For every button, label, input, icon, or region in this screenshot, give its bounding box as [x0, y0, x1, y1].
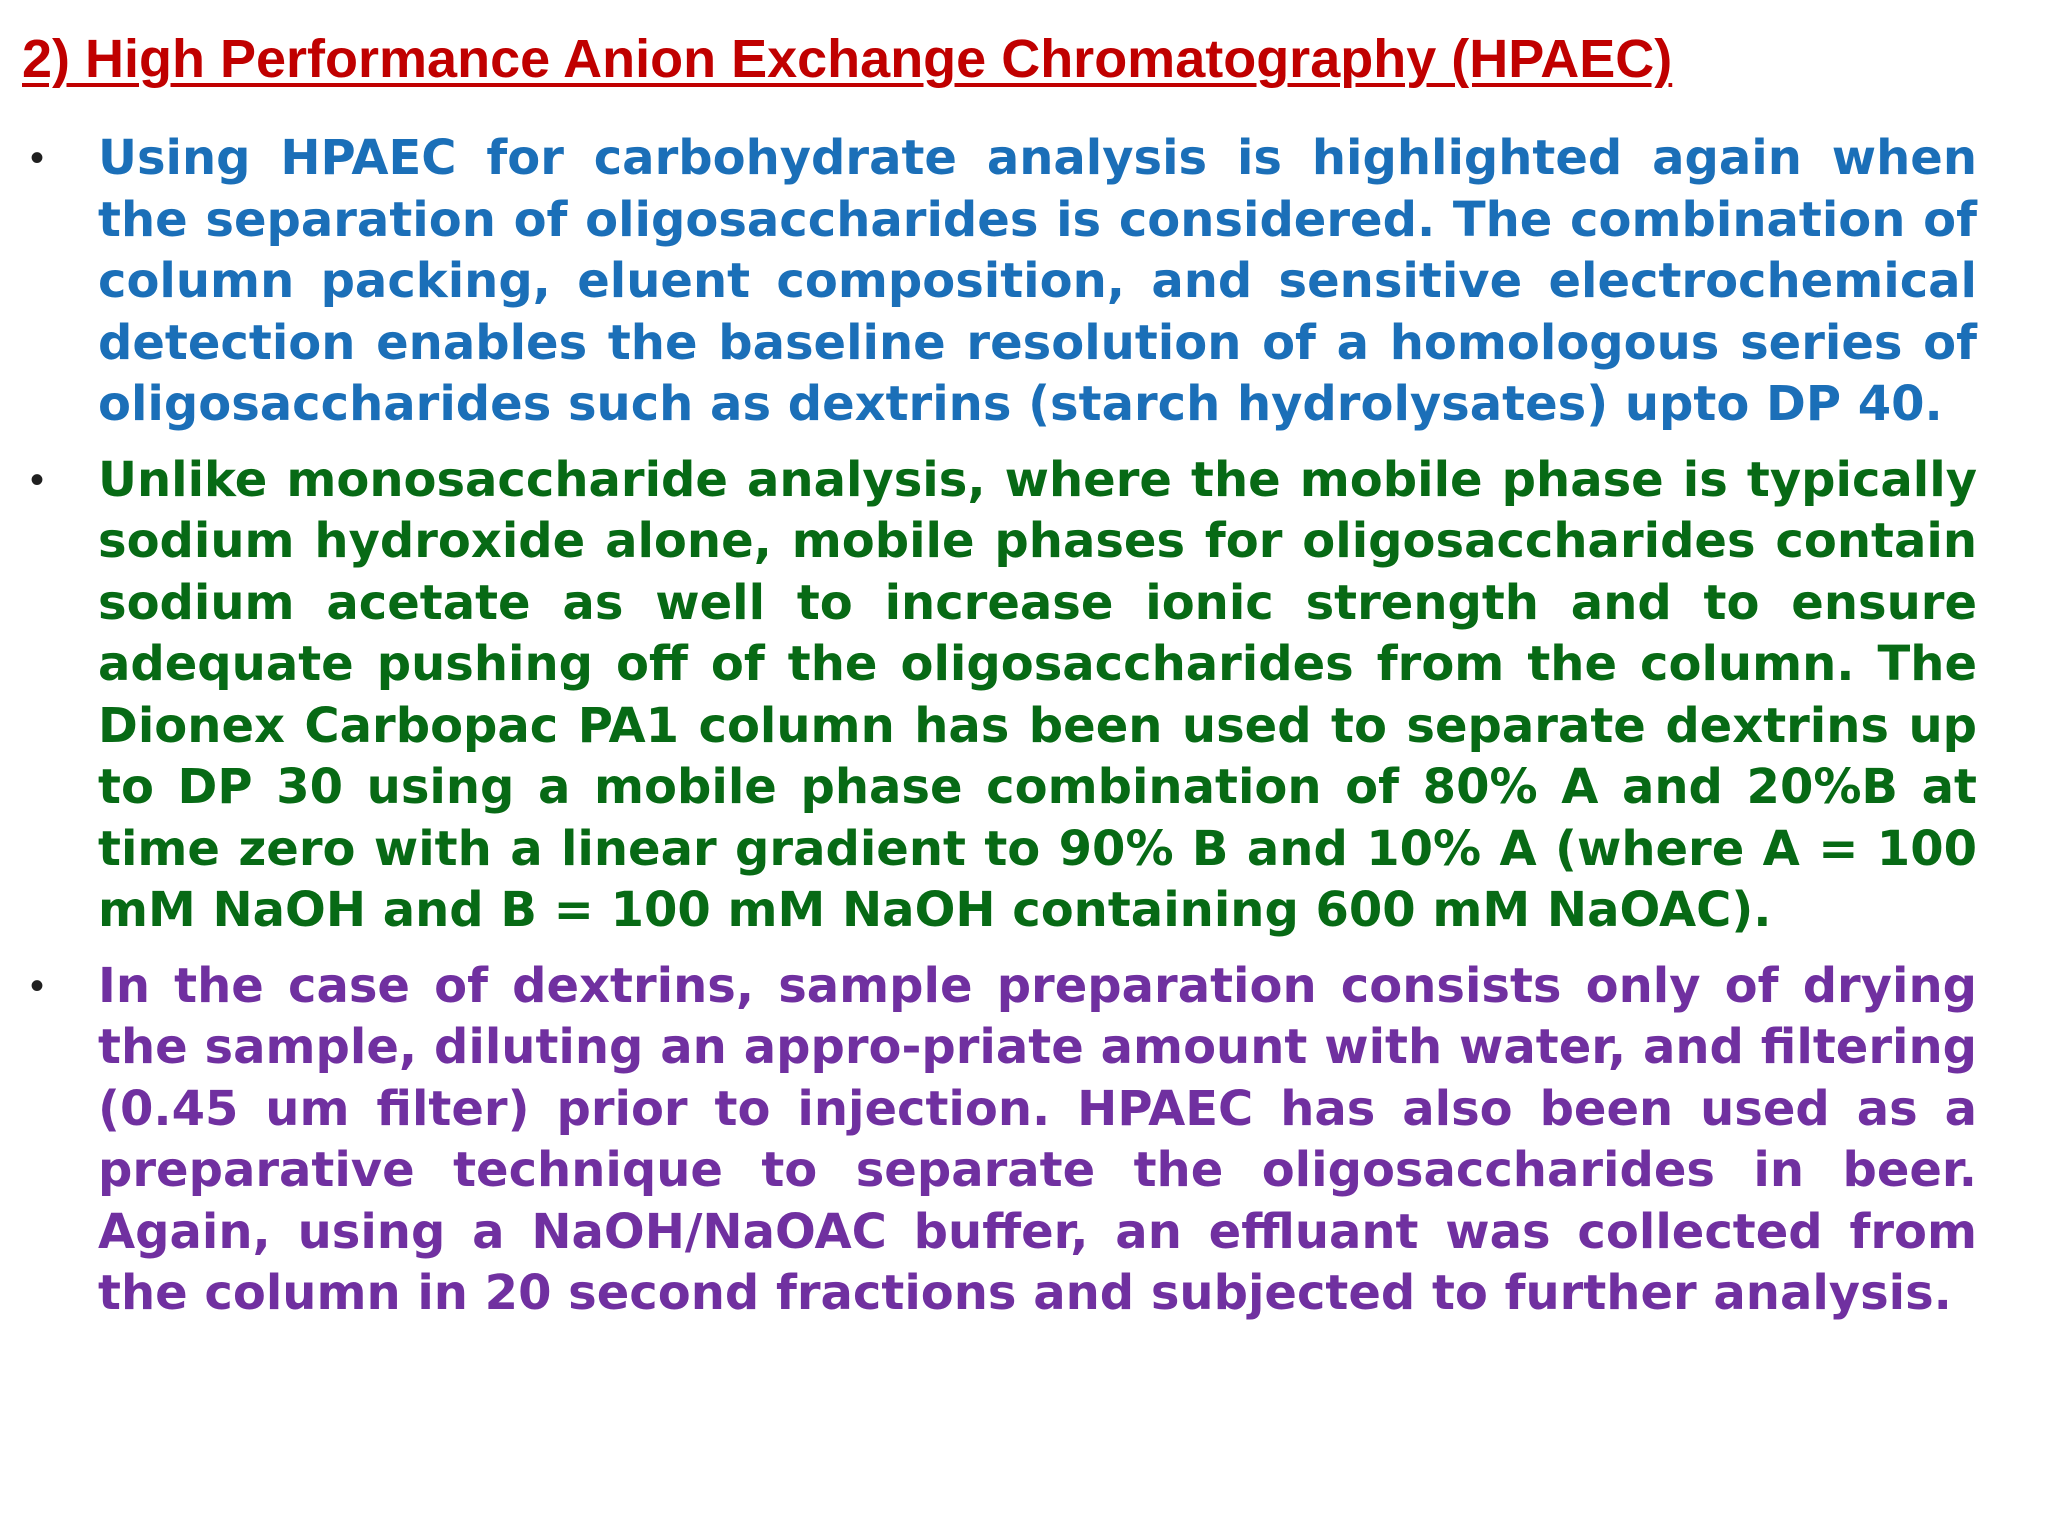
bullet-list: [22, 128, 1977, 1339]
bullet-item: [22, 128, 1977, 436]
slide-title: 2) High Performance Anion Exchange Chromatography (HPAEC): [22, 29, 1673, 89]
bullet-text-sample-preparation: In the case of dextrins, sample preparation consists only of drying the sample, diluting an appro-priate amount with water, and filtering (0.45 um filter) prior to injection. HPAEC has also been used as a preparative technique to separate the oligosaccharides in beer. Again, using a NaOH/NaOAC buffer, an effluant was collected from the column in 20 second fractions and subjected to further analysis.: [98, 957, 1977, 1321]
bullet-text-mobile-phase: Unlike monosaccharide analysis, where the mobile phase is typically sodium hydroxide alone, mobile phases for oligosaccharides contain sodium acetate as well to increase ionic strength and to ensure adequate pushing off of the oligosaccharides from the column. The Dionex Carbopac PA1 column has been used to separate dextrins up to DP 30 using a mobile phase combination of 80% A and 20%B at time zero with a linear gradient to 90% B and 10% A (where A = 100 mM NaOH and B = 100 mM NaOH containing 600 mM NaOAC).: [98, 451, 1977, 938]
bullet-dot-icon: •: [29, 136, 44, 180]
bullet-dot-icon: •: [29, 457, 44, 502]
bullet-item: [22, 956, 1977, 1325]
bullet-text-hpaec-oligosaccharides: Using HPAEC for carbohydrate analysis is highlighted again when the separation of oligosaccharides is considered. The combination of column packing, eluent composition, and sensitive electrochemical detection enables the baseline resolution of a homologous series of oligosaccharides such as dextrins (starch hydrolysates) upto DP 40.: [98, 130, 1977, 432]
bullet-item: [22, 450, 1977, 942]
bullet-dot-icon: •: [29, 963, 44, 1008]
